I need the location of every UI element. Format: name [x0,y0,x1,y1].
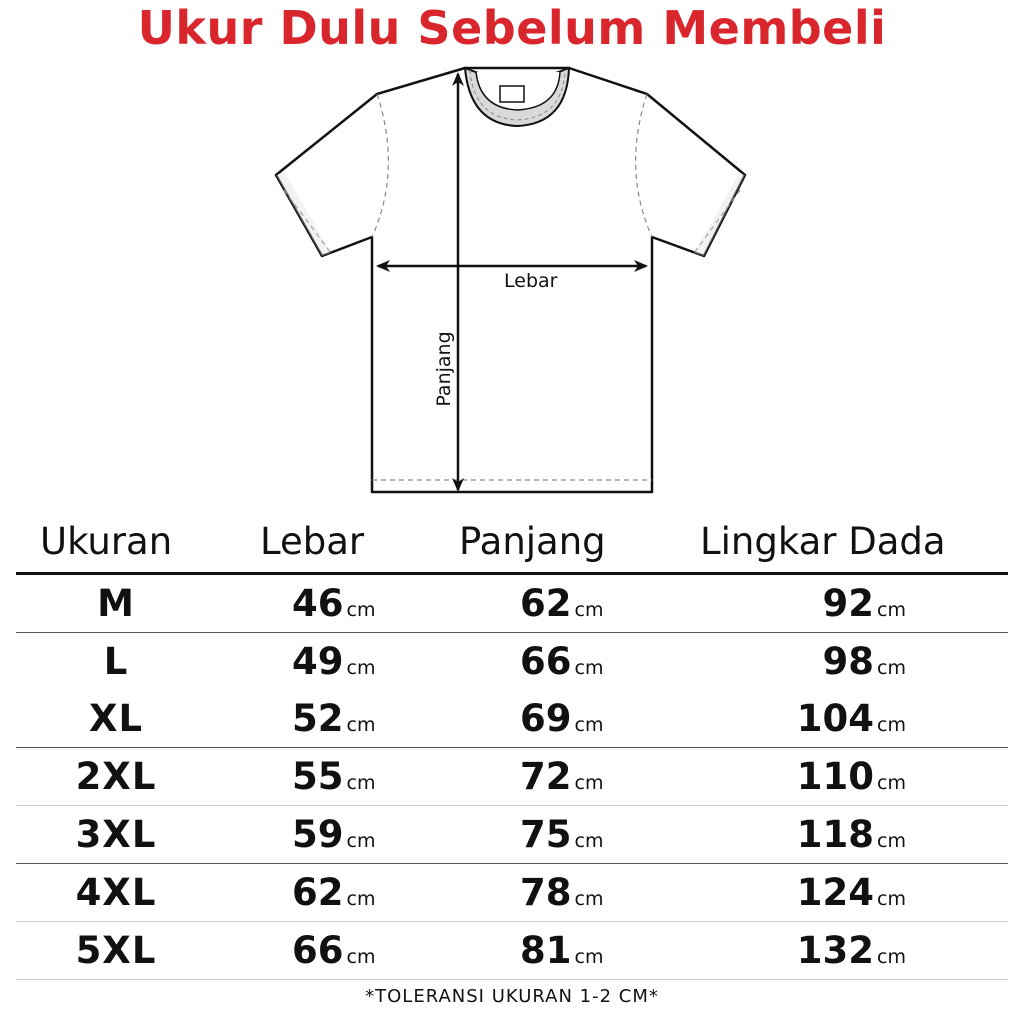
unit: cm [877,714,906,736]
tshirt-diagram [0,0,1024,510]
size-table [16,516,1008,980]
size-cell: M [97,582,135,625]
unit: cm [346,657,376,679]
length-cell [520,748,603,812]
width-cell [292,864,375,928]
page-title: Ukur Dulu Sebelum Membeli [137,1,887,55]
length-cell [520,575,603,639]
chest-cell [796,922,906,986]
chest-cell [796,633,906,697]
width-cell [292,922,375,986]
tolerance-note: *TOLERANSI UKURAN 1-2 CM* [365,986,659,1007]
table-row [16,690,1008,748]
table-header [16,516,1008,575]
length-cell [520,633,603,697]
unit: cm [346,888,376,910]
unit: cm [877,946,906,968]
width-value: 66 [292,929,344,972]
width-value: 55 [292,755,344,798]
table-row [16,806,1008,864]
length-value: 62 [520,582,572,625]
length-cell [520,922,603,986]
unit: cm [346,714,376,736]
unit: cm [877,830,906,852]
length-label: Panjang [433,331,455,407]
unit: cm [574,599,604,621]
chest-value: 118 [796,813,875,856]
table-row [16,575,1008,633]
chest-value: 132 [796,929,875,972]
length-value: 81 [520,929,572,972]
neck-label [500,86,524,102]
width-value: 59 [292,813,344,856]
chest-cell [796,748,906,812]
size-cell: 5XL [75,929,157,972]
chest-value: 110 [796,755,875,798]
chest-cell [796,575,906,639]
length-value: 69 [520,697,572,740]
length-value: 72 [520,755,572,798]
length-cell [520,864,603,928]
length-cell [520,806,603,870]
width-value: 52 [292,697,344,740]
chest-value: 92 [822,582,875,625]
table-row [16,922,1008,980]
unit: cm [574,714,604,736]
width-label: Lebar [504,270,558,292]
width-value: 46 [292,582,344,625]
chest-value: 98 [822,640,875,683]
unit: cm [574,657,604,679]
unit: cm [877,599,906,621]
unit: cm [346,772,376,794]
unit: cm [574,946,604,968]
length-value: 66 [520,640,572,683]
table-row [16,864,1008,922]
header-length: Panjang [459,520,606,563]
size-cell: 3XL [75,813,157,856]
size-cell: XL [88,697,144,740]
unit: cm [574,888,604,910]
table-row [16,748,1008,806]
table-row [16,633,1008,690]
chest-cell [796,864,906,928]
tshirt-drawing [0,0,1024,510]
length-cell [520,690,603,754]
chest-value: 104 [796,697,875,740]
width-value: 49 [292,640,344,683]
length-value: 75 [520,813,572,856]
width-cell [292,633,375,697]
header-width: Lebar [260,520,365,563]
unit: cm [574,772,604,794]
unit: cm [346,599,376,621]
unit: cm [346,946,376,968]
unit: cm [877,888,906,910]
header-size: Ukuran [40,520,173,563]
width-cell [292,806,375,870]
size-cell: L [103,640,129,683]
length-value: 78 [520,871,572,914]
unit: cm [574,830,604,852]
width-cell [292,690,375,754]
width-cell [292,575,375,639]
chest-cell [796,806,906,870]
unit: cm [346,830,376,852]
chest-value: 124 [796,871,875,914]
chest-cell [796,690,906,754]
size-cell: 4XL [75,871,157,914]
width-value: 62 [292,871,344,914]
size-cell: 2XL [75,755,157,798]
unit: cm [877,772,906,794]
width-cell [292,748,375,812]
unit: cm [877,657,906,679]
header-chest: Lingkar Dada [700,520,946,563]
